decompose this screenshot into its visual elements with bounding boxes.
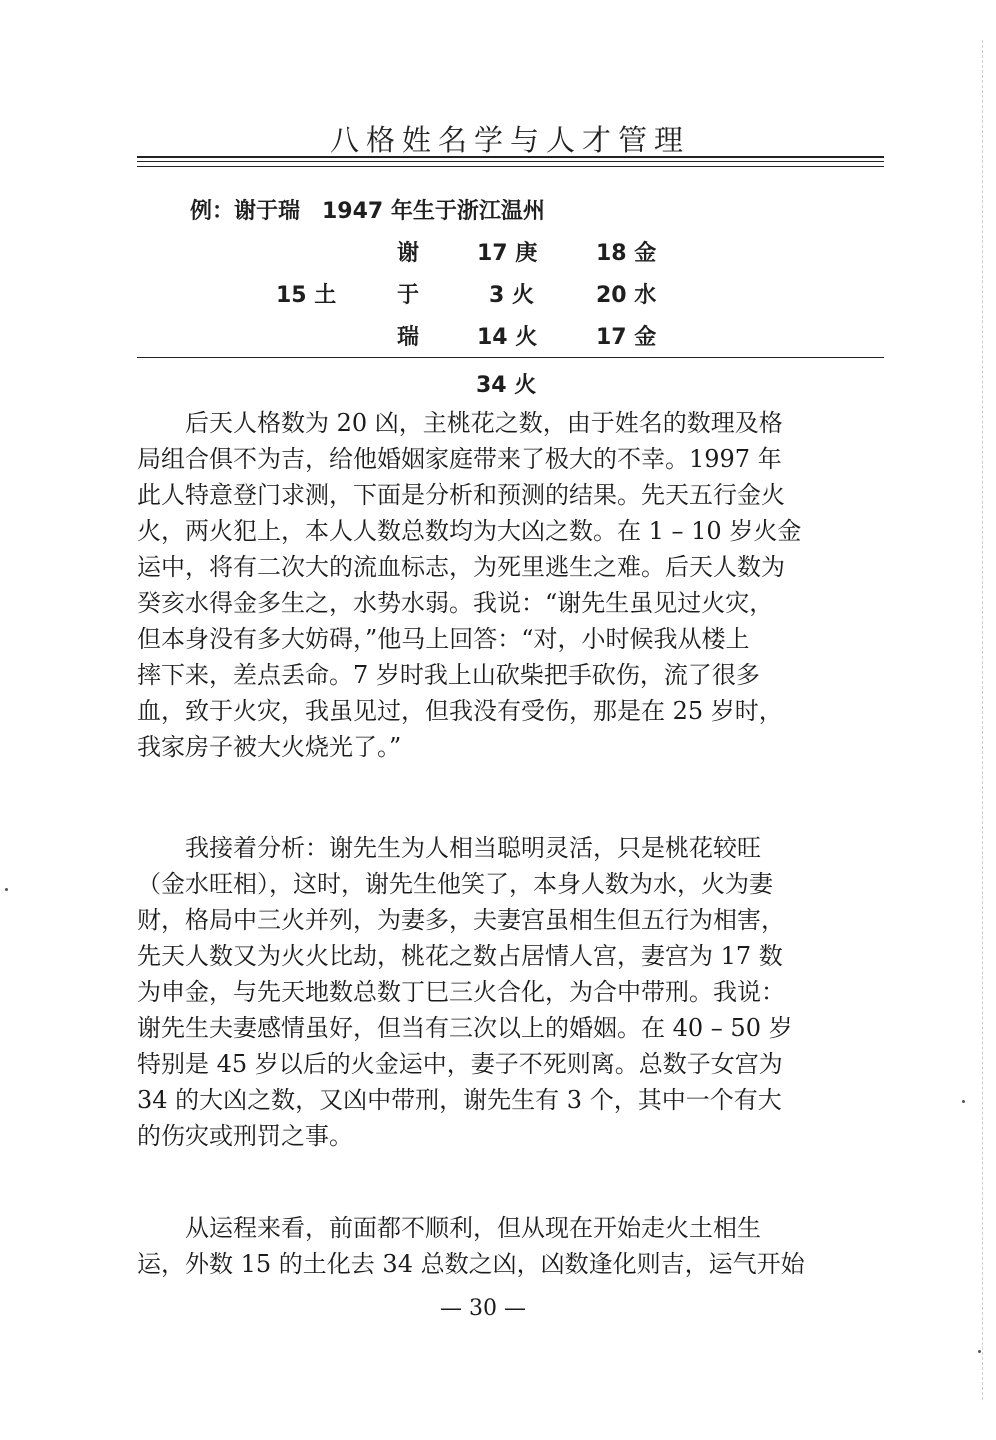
paragraph-2 (137, 830, 889, 1154)
paragraph-line: 先天人数又为火火比劫，桃花之数占居情人宫，妻宫为 17 数 (137, 942, 783, 970)
paragraph-line: 摔下来，差点丢命。7 岁时我上山砍柴把手砍伤，流了很多 (137, 661, 760, 689)
example-total-rule (137, 357, 884, 358)
paragraph-line: 34 的大凶之数，又凶中带刑，谢先生有 3 个，其中一个有大 (137, 1086, 782, 1114)
example-intro: 例：谢于瑞 1947 年生于浙江温州 (190, 199, 545, 224)
example-heaven-yu: 3 火 (489, 283, 534, 308)
paragraph-line: 特别是 45 岁以后的火金运中，妻子不死则离。总数子女宫为 (137, 1050, 783, 1078)
example-heaven-xie: 17 庚 (477, 241, 538, 266)
paragraph-line: 谢先生夫妻感情虽好，但当有三次以上的婚姻。在 40 – 50 岁 (137, 1014, 793, 1042)
header-rule-middle (137, 161, 884, 162)
paragraph-line: 我接着分析：谢先生为人相当聪明灵活，只是桃花较旺 (137, 834, 761, 862)
example-char-rui: 瑞 (397, 325, 420, 350)
paragraph-line: 从运程来看，前面都不顺利，但从现在开始走火土相生 (137, 1214, 761, 1242)
header-rule-thin (137, 166, 884, 167)
example-total: 34 火 (476, 373, 537, 398)
example-char-yu: 于 (397, 283, 420, 308)
paragraph-line: 火，两火犯上，本人人数总数均为大凶之数。在 1 – 10 岁火金 (137, 517, 802, 545)
scan-speck (978, 1350, 981, 1353)
paragraph-line: 的伤灾或刑罚之事。 (137, 1122, 353, 1150)
example-char-xie: 谢 (397, 241, 420, 266)
paragraph-1 (137, 405, 889, 765)
example-earth-rui: 17 金 (596, 325, 657, 350)
paragraph-line: 运，外数 15 的土化去 34 总数之凶，凶数逢化则吉，运气开始 (137, 1250, 805, 1278)
example-earth-xie: 18 金 (596, 241, 657, 266)
paragraph-line: 我家房子被大火烧光了。” (137, 733, 402, 761)
page-header-title: 八格姓名学与人才管理 (330, 123, 691, 157)
paragraph-line: 财，格局中三火并列，为妻多，夫妻宫虽相生但五行为相害， (137, 906, 785, 934)
example-outer-number: 15 土 (276, 283, 337, 308)
example-earth-yu: 20 水 (596, 283, 657, 308)
paragraph-line: 运中，将有二次大的流血标志，为死里逃生之难。后天人数为 (137, 553, 785, 581)
paragraph-line: 为申金，与先天地数总数丁巳三火合化，为合中带刑。我说： (137, 978, 785, 1006)
paragraph-line: 后天人格数为 20 凶，主桃花之数，由于姓名的数理及格 (137, 409, 783, 437)
paragraph-line: 局组合俱不为吉，给他婚姻家庭带来了极大的不幸。1997 年 (137, 445, 782, 473)
example-heaven-rui: 14 火 (477, 325, 538, 350)
header-rule-thick (137, 156, 884, 158)
scan-edge (982, 40, 984, 1400)
paragraph-line: 癸亥水得金多生之，水势水弱。我说：“谢先生虽见过火灾， (137, 589, 774, 617)
paragraph-line: 血，致于火灾，我虽见过，但我没有受伤，那是在 25 岁时， (137, 697, 783, 725)
scan-speck (5, 888, 8, 891)
page-number: — 30 — (440, 1296, 526, 1321)
paragraph-line: 此人特意登门求测，下面是分析和预测的结果。先天五行金火 (137, 481, 785, 509)
scan-speck (962, 1100, 965, 1103)
paragraph-line: （金水旺相），这时，谢先生他笑了，本身人数为水，火为妻 (137, 870, 773, 898)
paragraph-line: 但本身没有多大妨碍，”他马上回答：“对，小时候我从楼上 (137, 625, 750, 653)
paragraph-3 (137, 1210, 889, 1282)
